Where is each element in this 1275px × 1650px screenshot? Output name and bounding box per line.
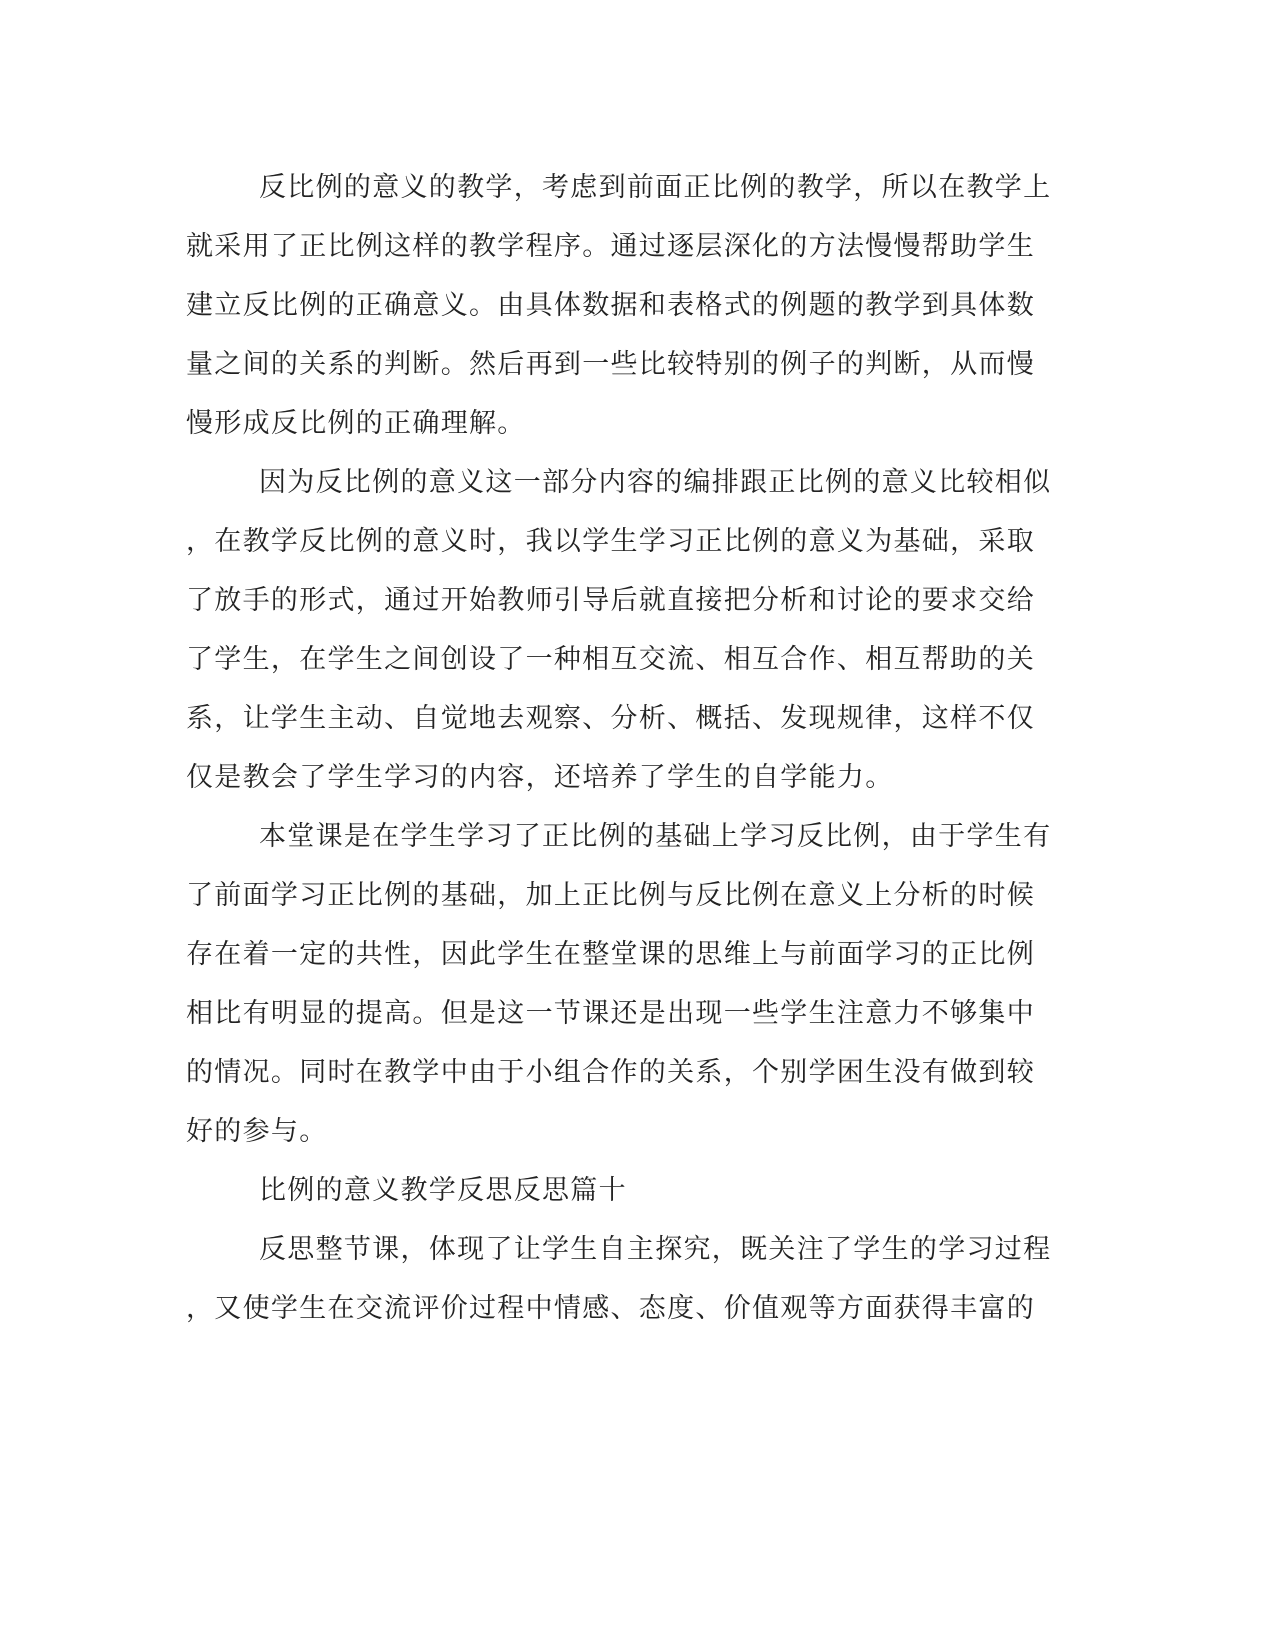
paragraph-4-line-2: ，又使学生在交流评价过程中情感、态度、价值观等方面获得丰富的	[186, 1293, 1035, 1324]
paragraph-2-line-6: 仅是教会了学生学习的内容，还培养了学生的自学能力。	[186, 762, 894, 793]
paragraph-1-line-5: 慢形成反比例的正确理解。	[186, 408, 526, 439]
paragraph-3-line-2: 了前面学习正比例的基础，加上正比例与反比例在意义上分析的时候	[186, 880, 1035, 911]
section-heading: 比例的意义教学反思反思篇十	[259, 1175, 627, 1206]
paragraph-3-line-6: 好的参与。	[186, 1116, 328, 1147]
paragraph-3-line-1: 本堂课是在学生学习了正比例的基础上学习反比例，由于学生有	[259, 821, 1052, 852]
paragraph-2-line-1: 因为反比例的意义这一部分内容的编排跟正比例的意义比较相似	[259, 467, 1052, 498]
paragraph-2-line-3: 了放手的形式，通过开始教师引导后就直接把分析和讨论的要求交给	[186, 585, 1035, 616]
paragraph-3-line-4: 相比有明显的提高。但是这一节课还是出现一些学生注意力不够集中	[186, 998, 1035, 1029]
paragraph-2-line-4: 了学生，在学生之间创设了一种相互交流、相互合作、相互帮助的关	[186, 644, 1035, 675]
paragraph-4-line-1: 反思整节课，体现了让学生自主探究，既关注了学生的学习过程	[259, 1234, 1052, 1265]
paragraph-3-line-3: 存在着一定的共性，因此学生在整堂课的思维上与前面学习的正比例	[186, 939, 1035, 970]
paragraph-2-line-2: ，在教学反比例的意义时，我以学生学习正比例的意义为基础，采取	[186, 526, 1035, 557]
paragraph-1-line-2: 就采用了正比例这样的教学程序。通过逐层深化的方法慢慢帮助学生	[186, 231, 1035, 262]
paragraph-1-line-3: 建立反比例的正确意义。由具体数据和表格式的例题的教学到具体数	[186, 290, 1035, 321]
paragraph-1-line-1: 反比例的意义的教学，考虑到前面正比例的教学，所以在教学上	[259, 172, 1052, 203]
paragraph-3-line-5: 的情况。同时在教学中由于小组合作的关系，个别学困生没有做到较	[186, 1057, 1035, 1088]
paragraph-2-line-5: 系，让学生主动、自觉地去观察、分析、概括、发现规律，这样不仅	[186, 703, 1035, 734]
paragraph-1-line-4: 量之间的关系的判断。然后再到一些比较特别的例子的判断，从而慢	[186, 349, 1035, 380]
